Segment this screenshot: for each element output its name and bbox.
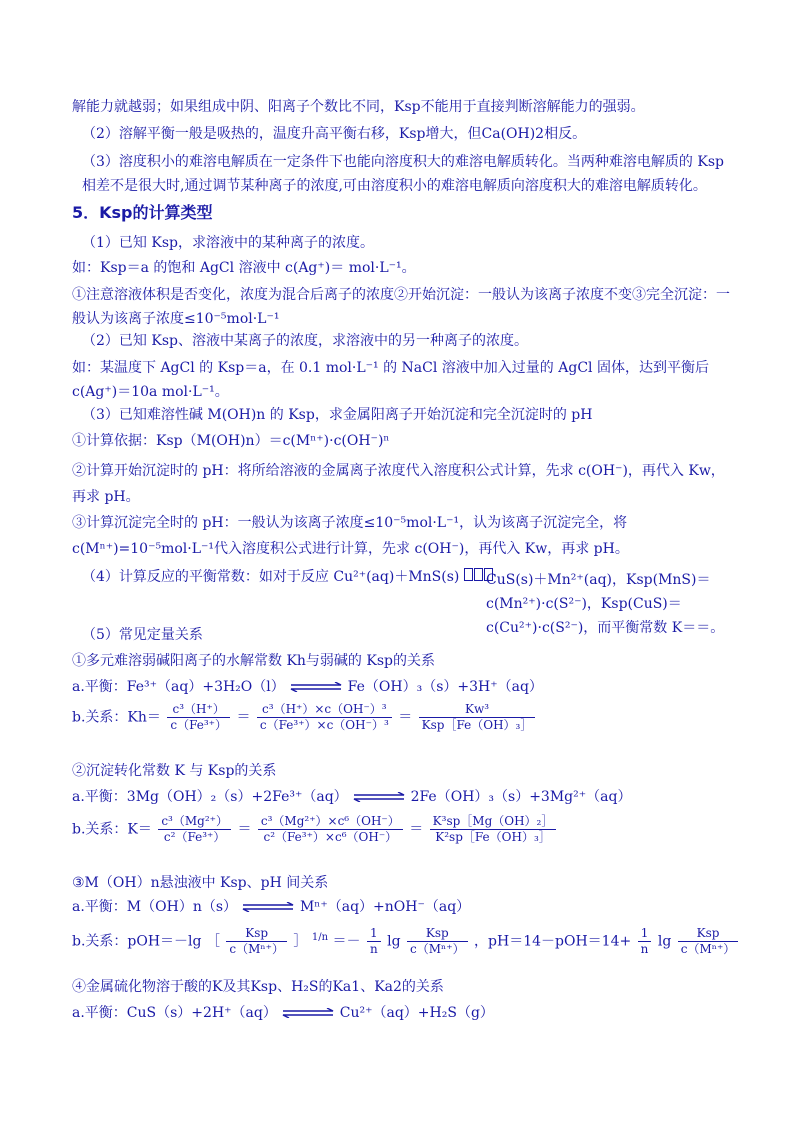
text-paragraph: ①注意溶液体积是否变化，浓度为混合后离子的浓度②开始沉淀：一般认为该离子浓度不变③完全沉淀：一般认为该离子浓度≤10⁻⁵mol·L⁻¹ xyxy=(72,287,730,327)
fraction xyxy=(226,926,287,957)
equals-sign: ＝ xyxy=(398,709,413,726)
numerator: c³（H⁺）×c（OH⁻）³ xyxy=(257,702,392,718)
text-line: ③M（OH）n悬浊液中 Ksp、pH 间关系 xyxy=(72,875,329,891)
equilibrium-left: a.平衡：M（OH）n（s） xyxy=(72,899,238,915)
fraction xyxy=(419,702,536,733)
log-label: lg xyxy=(657,933,672,950)
fraction xyxy=(257,702,392,733)
formula-kh xyxy=(72,702,537,733)
text-line: （2）溶解平衡一般是吸热的，温度升高平衡右移，Ksp增大，但Ca(OH)2相反。 xyxy=(82,126,587,142)
equilibrium-arrow-icon xyxy=(281,1008,335,1018)
fraction xyxy=(167,702,230,733)
text-line: ④金属硫化物溶于酸的K及其Ksp、H₂S的Ka1、Ka2的关系 xyxy=(72,979,444,995)
text-paragraph: ③计算沉淀完全时的 pH：一般认为该离子浓度≤10⁻⁵mol·L⁻¹，认为该离子沉淀完全，将 c(Mⁿ⁺)=10⁻⁵mol·L⁻¹代入溶度积公式进行计算，先求 c(OH⁻)，再代入 Kw，再求 pH。 xyxy=(72,515,629,557)
equilibrium-left: a.平衡：Fe³⁺（aq）+3H₂O（l） xyxy=(72,679,285,695)
text-paragraph: （3）溶度积小的难溶电解质在一定条件下也能向溶度积大的难溶电解质转化。当两种难溶电解质的 Ksp相差不是很大时,通过调节某种离子的浓度,可由溶度积小的难溶电解质向溶度积大的难溶电解质转化。 xyxy=(82,154,724,194)
text-line: （1）已知 Ksp，求溶液中的某种离子的浓度。 xyxy=(82,235,374,251)
equilibrium-line xyxy=(72,1004,494,1022)
exponent: 1/n xyxy=(311,931,329,943)
equilibrium-arrow-icon xyxy=(241,902,295,912)
equals-minus: ＝－ xyxy=(332,933,361,950)
equilibrium-arrow-icon xyxy=(289,682,343,692)
equilibrium-left: a.平衡：CuS（s）+2H⁺（aq） xyxy=(72,1005,277,1021)
numerator: c³（H⁺） xyxy=(167,702,230,718)
formula-label: b.关系：K＝ xyxy=(72,821,152,838)
formula-k xyxy=(72,814,558,845)
numerator: Ksp xyxy=(678,926,739,942)
reaction-right: CuS(s)＋Mn²⁺(aq)，Ksp(MnS)＝c(Mn²⁺)·c(S²⁻)，Ksp(CuS)＝c(Cu²⁺)·c(S²⁻)，而平衡常数 K＝＝。 xyxy=(486,572,725,636)
text-paragraph: 如：某温度下 AgCl 的 Ksp＝a，在 0.1 mol·L⁻¹ 的 NaCl 溶液中加入过量的 AgCl 固体，达到平衡后 c(Ag⁺)＝10a mol·L⁻¹。 xyxy=(72,360,709,400)
denominator: c²（Fe³⁺）×c⁶（OH⁻） xyxy=(263,830,398,844)
numerator: Ksp xyxy=(226,926,287,942)
reaction-line xyxy=(82,568,494,586)
formula-label: b.关系：Kh＝ xyxy=(72,709,161,726)
text-line: ①多元难溶弱碱阳离子的水解常数 Kh与弱碱的 Ksp的关系 xyxy=(72,653,435,669)
numerator: 1 xyxy=(638,926,652,942)
denominator: c（Mⁿ⁺） xyxy=(410,942,465,956)
numerator: Kw³ xyxy=(419,702,536,718)
denominator: n xyxy=(369,942,378,956)
equilibrium-arrow-icon xyxy=(352,792,406,802)
text-line: （2）已知 Ksp、溶液中某离子的浓度，求溶液中的另一种离子的浓度。 xyxy=(82,333,528,349)
fraction xyxy=(367,926,381,957)
fraction xyxy=(678,926,739,957)
ph-text: ，pH＝14－pOH＝14+ xyxy=(474,933,632,950)
text-paragraph: ②计算开始沉淀时的 pH：将所给溶液的金属离子浓度代入溶度积公式计算，先求 c(OH⁻)，再代入 Kw，再求 pH。 xyxy=(72,463,725,505)
text-line: （3）已知难溶性碱 M(OH)n 的 Ksp，求金属阳离子开始沉淀和完全沉淀时的 pH xyxy=(82,407,593,423)
denominator: K²sp［Fe（OH）₃］ xyxy=(435,830,551,844)
denominator: c（Fe³⁺）×c（OH⁻）³ xyxy=(259,718,389,732)
denominator: c²（Fe³⁺） xyxy=(163,830,226,844)
equilibrium-right: Cu²⁺（aq）+H₂S（g） xyxy=(339,1005,494,1021)
equilibrium-left: a.平衡：3Mg（OH）₂（s）+2Fe³⁺（aq） xyxy=(72,789,348,805)
numerator: K³sp［Mg（OH）₂］ xyxy=(430,814,557,830)
right-bracket: ］ xyxy=(293,933,308,950)
numerator: Ksp xyxy=(407,926,468,942)
equals-sign: ＝ xyxy=(409,821,424,838)
denominator: n xyxy=(640,942,649,956)
text-line: 解能力就越弱；如果组成中阴、阳离子个数比不同，Ksp不能用于直接判断溶解能力的强弱。 xyxy=(72,99,645,115)
reaction-left: （4）计算反应的平衡常数：如对于反应 Cu²⁺(aq)＋MnS(s) xyxy=(82,569,460,585)
equilibrium-line xyxy=(72,898,470,916)
denominator: c（Mⁿ⁺） xyxy=(680,942,736,956)
equals-sign: ＝ xyxy=(236,709,251,726)
text-line: 如：Ksp＝a 的饱和 AgCl 溶液中 c(Ag⁺)＝ mol·L⁻¹。 xyxy=(72,260,416,276)
fraction xyxy=(430,814,557,845)
fraction xyxy=(407,926,468,957)
formula-poh xyxy=(72,926,740,957)
left-bracket: ［ xyxy=(205,933,220,950)
equilibrium-right: Mⁿ⁺（aq）+nOH⁻（aq） xyxy=(299,899,471,915)
fraction xyxy=(638,926,652,957)
numerator: c³（Mg²⁺）×c⁶（OH⁻） xyxy=(258,814,403,830)
section-heading: 5．Ksp的计算类型 xyxy=(72,203,213,222)
formula-label: b.关系：pOH＝－lg xyxy=(72,933,202,950)
text-line: ②沉淀转化常数 K 与 Ksp的关系 xyxy=(72,763,277,779)
denominator: Ksp［Fe（OH）₃］ xyxy=(421,718,533,732)
numerator: c³（Mg²⁺） xyxy=(158,814,231,830)
denominator: c（Fe³⁺） xyxy=(170,718,227,732)
equilibrium-right: 2Fe（OH）₃（s）+3Mg²⁺（aq） xyxy=(410,789,632,805)
equilibrium-line xyxy=(72,678,543,696)
equilibrium-line xyxy=(72,788,631,806)
text-line: （5）常见定量关系 xyxy=(82,627,203,643)
text-line: ①计算依据：Ksp（M(OH)n）＝c(Mⁿ⁺)·c(OH⁻)ⁿ xyxy=(72,433,390,449)
log-label: lg xyxy=(387,933,401,950)
equilibrium-right: Fe（OH）₃（s）+3H⁺（aq） xyxy=(347,679,543,695)
denominator: c（Mⁿ⁺） xyxy=(229,942,284,956)
fraction xyxy=(158,814,231,845)
equals-sign: ＝ xyxy=(237,821,252,838)
fraction xyxy=(258,814,403,845)
numerator: 1 xyxy=(367,926,381,942)
